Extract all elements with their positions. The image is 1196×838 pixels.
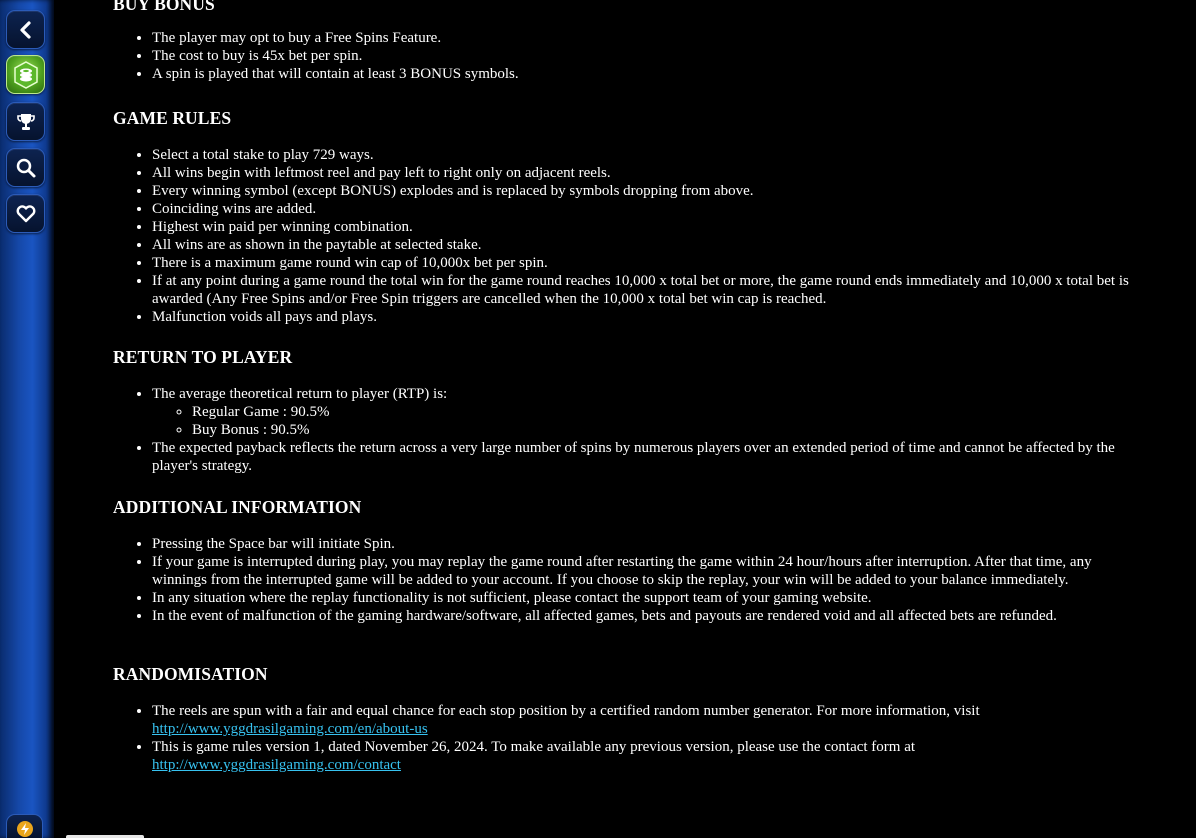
section-title: BUY BONUS [113,0,215,14]
list-item: • If at any point during a game round the total win for the game round reaches 10,000 x total bet or more, the game round ends immediately and 10,000 x total bet is awarded (Any Free Spins and/or Free Spin triggers are cancelled when the 10,000 x total bet win cap is reached. [152,272,1143,308]
about-us-link[interactable]: http://www.yggdrasilgaming.com/en/about-us [152,721,428,737]
list-item [152,738,1143,774]
sub-list [152,403,1143,439]
bullet-list [113,385,1143,475]
list-item: • Pressing the Space bar will initiate Spin. [152,535,1143,553]
list-item: • If your game is interrupted during play, you may replay the game round after restarting the game within 24 hour/hours after interruption. After that time, any winnings from the interrupted game will be added to your account. If you choose to skip the replay, your win will be added to your balance immediately. [152,553,1143,589]
item-text: This is game rules version 1, dated November 26, 2024. To make available any previous version, please use the contact form at [152,739,916,755]
list-item [152,702,1143,738]
list-item: • Coinciding wins are added. [152,200,1143,218]
sub-list-item: ◦ Buy Bonus : 90.5% [192,421,1143,439]
lightning-icon [16,820,34,838]
list-item: • In any situation where the replay functionality is not sufficient, please contact the support team of your gaming website. [152,589,1143,607]
section-title: RANDOMISATION [113,664,268,684]
list-item: • Select a total stake to play 729 ways. [152,146,1143,164]
list-item: • A spin is played that will contain at least 3 BONUS symbols. [152,65,1143,83]
list-item [152,385,1143,439]
bullet-list [113,29,1143,83]
list-item: • The cost to buy is 45x bet per spin. [152,47,1143,65]
bullet-list [113,146,1143,326]
favorites-button[interactable] [6,194,45,233]
heart-icon [15,203,37,225]
search-icon [15,157,37,179]
list-item: • There is a maximum game round win cap of 10,000x bet per spin. [152,254,1143,272]
section-title: GAME RULES [113,108,232,128]
sub-list-item: ◦ Regular Game : 90.5% [192,403,1143,421]
section-title: ADDITIONAL INFORMATION [113,497,362,517]
list-item: • Malfunction voids all pays and plays. [152,308,1143,326]
search-button[interactable] [6,148,45,187]
section-buy-bonus [113,0,1143,83]
chevron-left-icon [16,20,36,40]
list-item: • All wins begin with leftmost reel and pay left to right only on adjacent reels. [152,164,1143,182]
game-button[interactable] [6,55,45,94]
bullet-list [113,702,1143,774]
trophy-icon [15,111,37,133]
list-item: • Every winning symbol (except BONUS) explodes and is replaced by symbols dropping from above. [152,182,1143,200]
section-title: RETURN TO PLAYER [113,347,293,367]
sidebar [0,0,54,838]
contact-link[interactable]: http://www.yggdrasilgaming.com/contact [152,757,401,773]
section-additional-information [113,497,1143,625]
bottom-button[interactable] [6,814,43,838]
rtp-intro: The average theoretical return to player (RTP) is: [152,386,448,402]
section-game-rules [113,108,1143,326]
list-item: • In the event of malfunction of the gaming hardware/software, all affected games, bets and payouts are rendered void and all affected bets are refunded. [152,607,1143,625]
list-item: • The player may opt to buy a Free Spins Feature. [152,29,1143,47]
list-item: • All wins are as shown in the paytable at selected stake. [152,236,1143,254]
section-return-to-player [113,347,1143,475]
trophy-button[interactable] [6,102,45,141]
game-coin-icon [11,60,41,90]
list-item: • The expected payback reflects the return across a very large number of spins by numerous players over an extended period of time and cannot be affected by the player's strategy. [152,439,1143,475]
bullet-list [113,535,1143,625]
section-randomisation [113,664,1143,774]
back-button[interactable] [6,10,45,49]
item-text: The reels are spun with a fair and equal chance for each stop position by a certified random number generator. For more information, visit [152,703,980,719]
list-item: • Highest win paid per winning combination. [152,218,1143,236]
